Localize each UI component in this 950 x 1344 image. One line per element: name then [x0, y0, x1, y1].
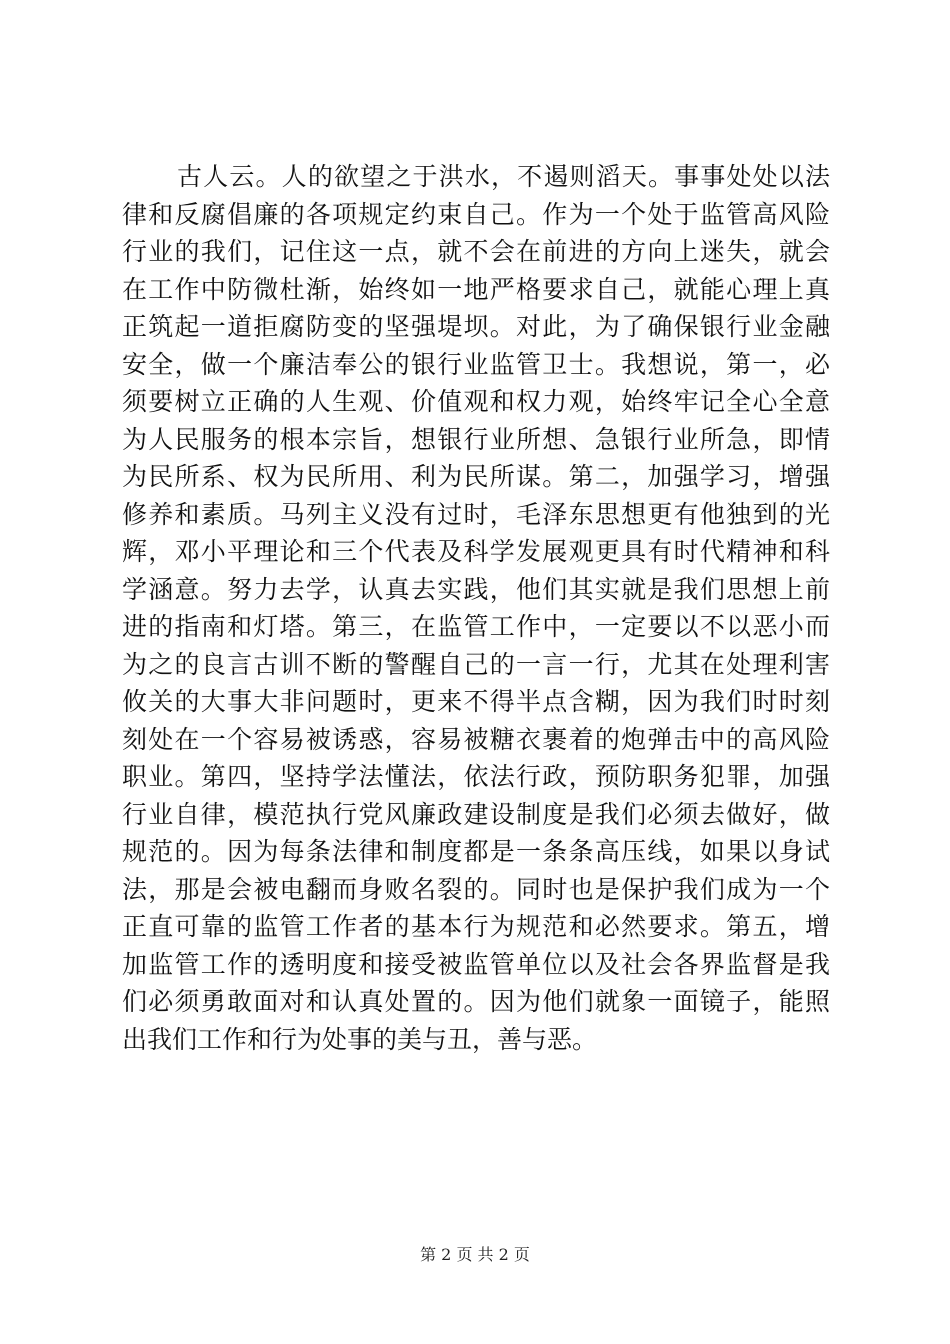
paragraph-line: 行业自律，模范执行党风廉政建设制度是我们必须去做好，做 [122, 799, 830, 829]
paragraph-line: 正筑起一道拒腐防变的坚强堤坝。对此，为了确保银行业金融 [122, 312, 830, 341]
paragraph-line: 进的指南和灯塔。第三，在监管工作中，一定要以不以恶小而 [122, 612, 830, 641]
paragraph-line: 职业。第四，坚持学法懂法，依法行政，预防职务犯罪，加强 [122, 762, 830, 791]
paragraph-line: 安全，做一个廉洁奉公的银行业监管卫士。我想说，第一，必 [122, 349, 830, 379]
paragraph-line: 在工作中防微杜渐，始终如一地严格要求自己，就能心理上真 [122, 274, 830, 304]
paragraph-line: 法，那是会被电翻而身败名裂的。同时也是保护我们成为一个 [122, 874, 830, 904]
paragraph-line: 学涵意。努力去学，认真去实践，他们其实就是我们思想上前 [122, 574, 830, 604]
paragraph-line: 古人云。人的欲望之于洪水，不遏则滔天。事事处处以法 [177, 162, 830, 191]
paragraph-line: 攸关的大事大非问题时，更来不得半点含糊，因为我们时时刻 [122, 687, 830, 716]
paragraph-line: 行业的我们，记住这一点，就不会在前进的方向上迷失，就会 [122, 237, 830, 266]
paragraph-line: 刻处在一个容易被诱惑，容易被糖衣裹着的炮弹击中的高风险 [122, 724, 830, 754]
page-number-footer: 第 2 页 共 2 页 [420, 1245, 530, 1264]
paragraph-line: 规范的。因为每条法律和制度都是一条条高压线，如果以身试 [122, 837, 830, 866]
body-paragraph [122, 158, 830, 1058]
paragraph-line: 辉，邓小平理论和三个代表及科学发展观更具有时代精神和科 [122, 537, 830, 566]
paragraph-line: 为人民服务的根本宗旨，想银行业所想、急银行业所急，即情 [122, 424, 830, 454]
paragraph-line: 出我们工作和行为处事的美与丑，善与恶。 [122, 1024, 598, 1054]
paragraph-line: 修养和素质。马列主义没有过时，毛泽东思想更有他独到的光 [122, 499, 830, 529]
paragraph-line: 为民所系、权为民所用、利为民所谋。第二，加强学习，增强 [122, 462, 830, 491]
paragraph-line: 为之的良言古训不断的警醒自己的一言一行，尤其在处理利害 [122, 649, 830, 679]
paragraph-line: 正直可靠的监管工作者的基本行为规范和必然要求。第五，增 [122, 912, 830, 941]
paragraph-line: 律和反腐倡廉的各项规定约束自己。作为一个处于监管高风险 [122, 199, 830, 229]
paragraph-line: 须要树立正确的人生观、价值观和权力观，始终牢记全心全意 [122, 387, 830, 416]
paragraph-line: 们必须勇敢面对和认真处置的。因为他们就象一面镜子，能照 [122, 987, 830, 1016]
paragraph-line: 加监管工作的透明度和接受被监管单位以及社会各界监督是我 [122, 949, 830, 979]
